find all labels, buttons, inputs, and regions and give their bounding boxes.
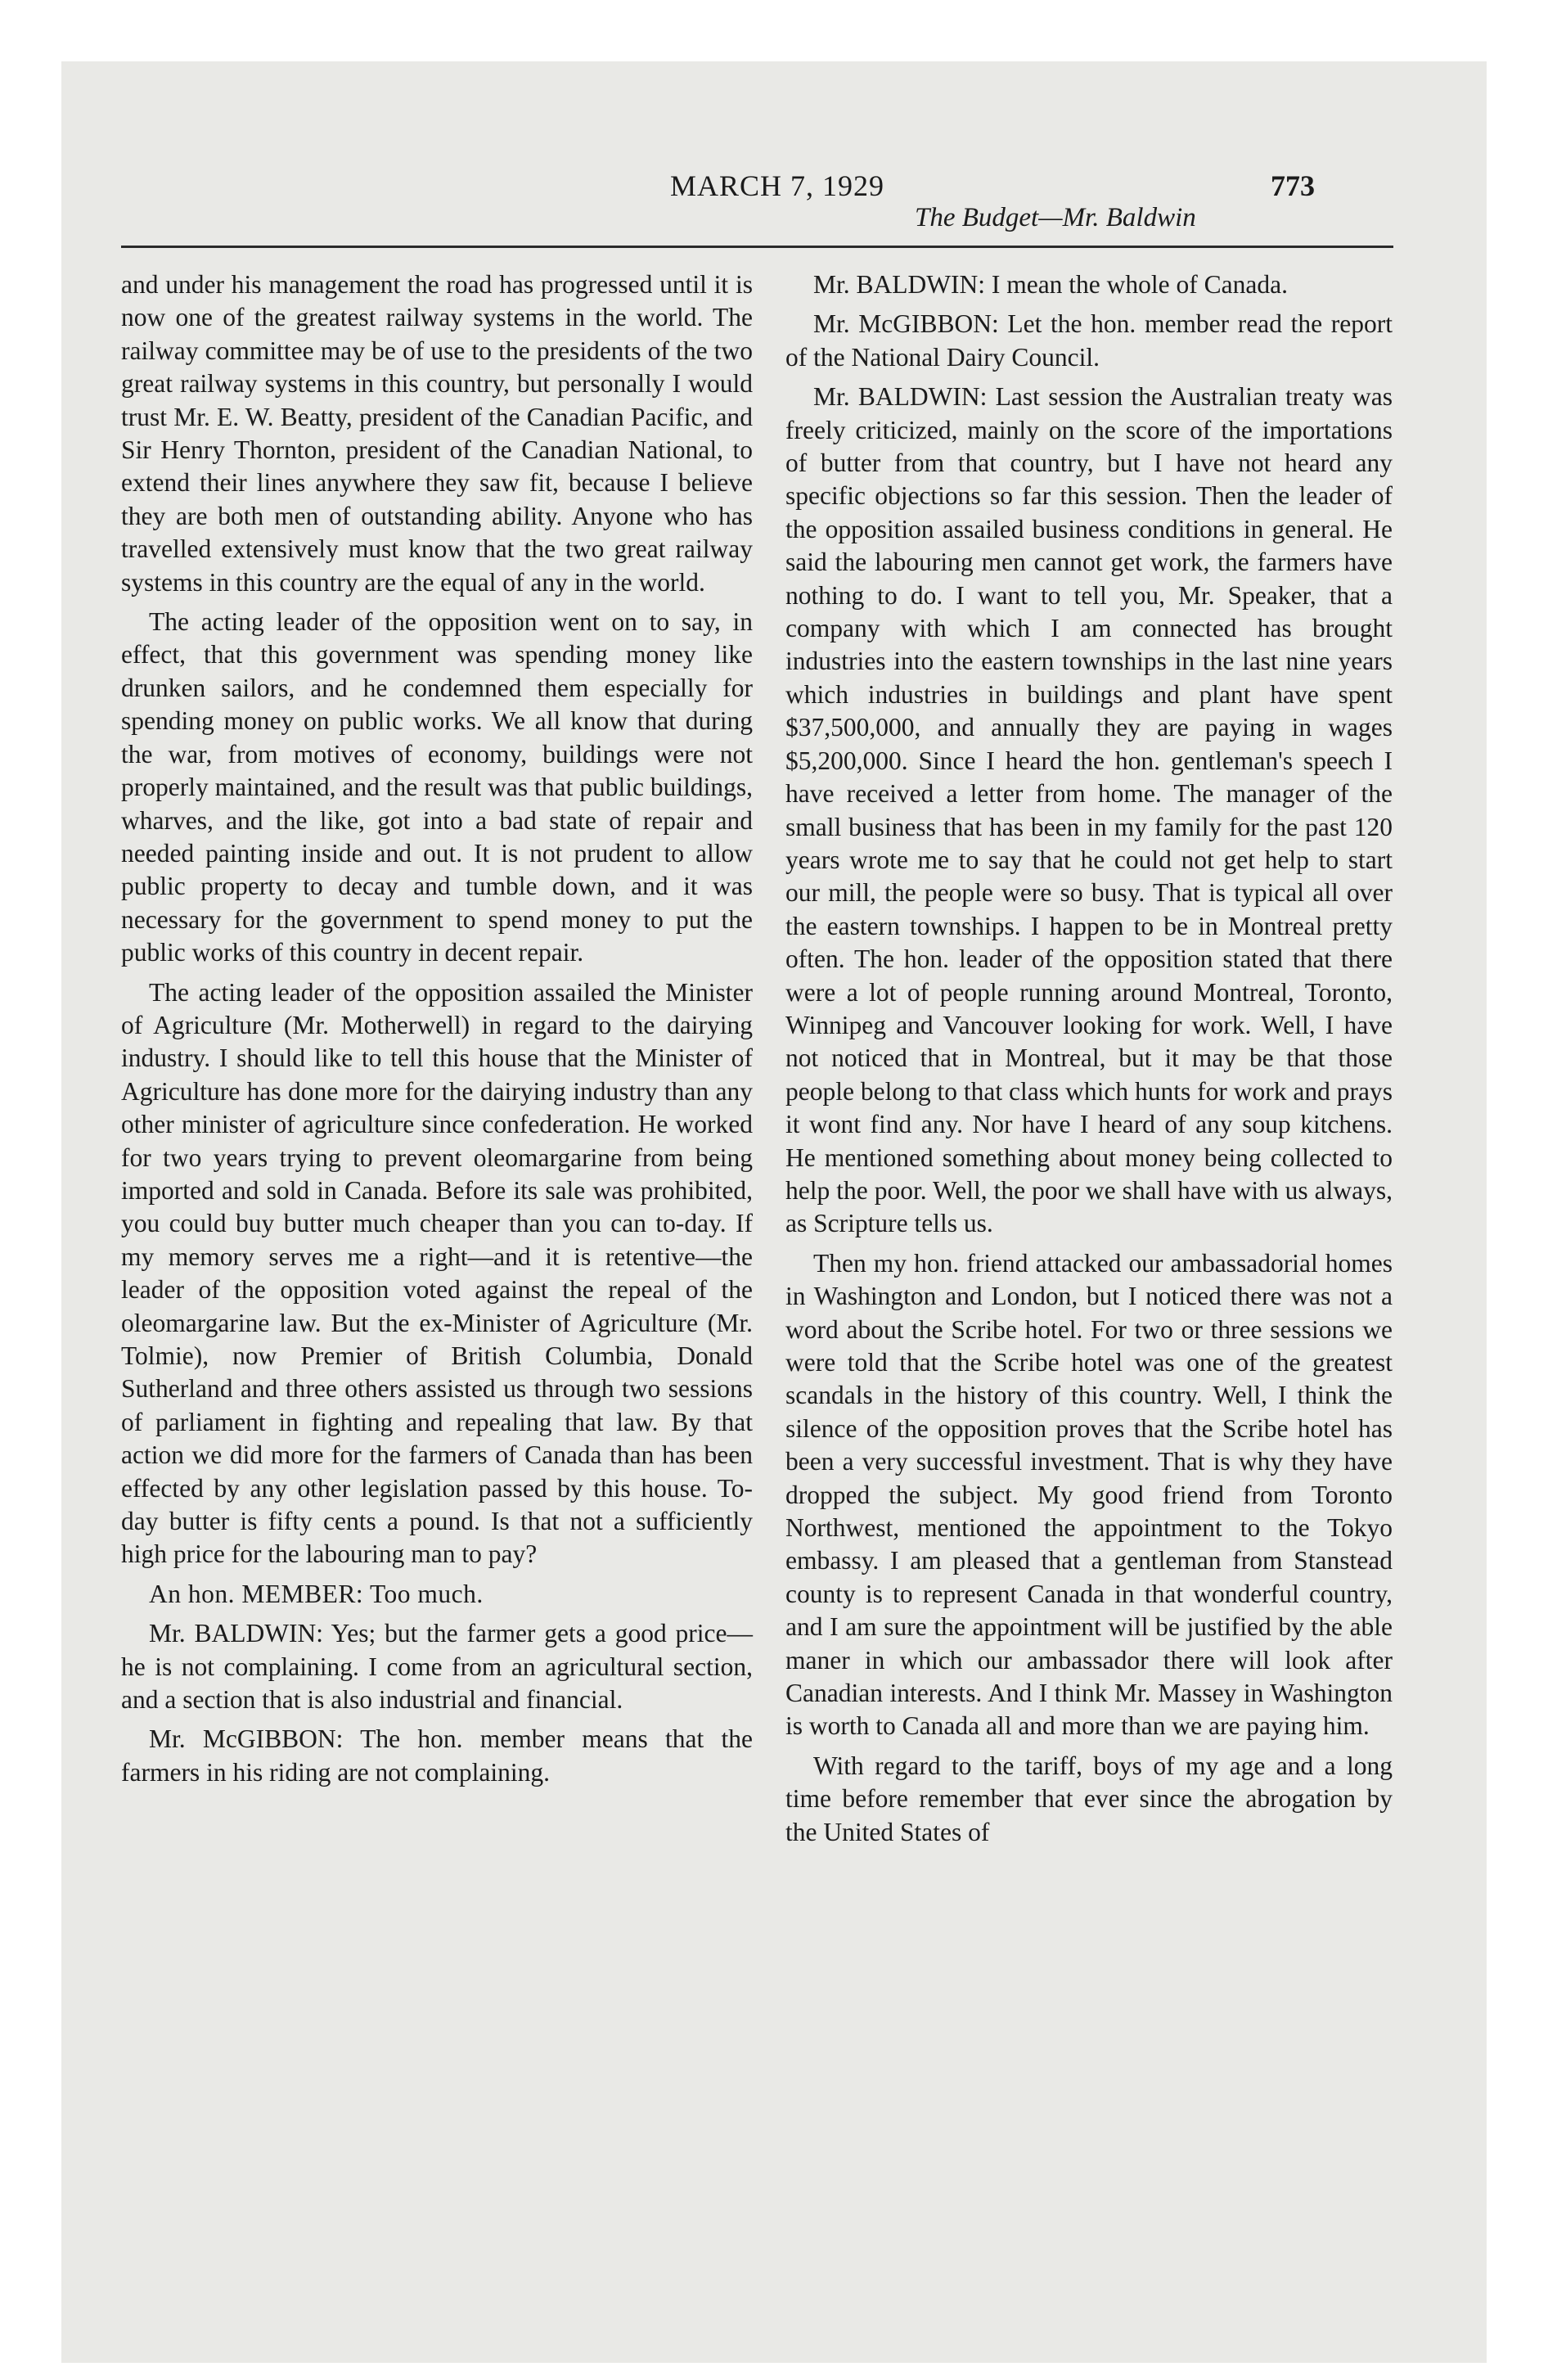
paragraph: Mr. McGIBBON: The hon. member means that the farmers in his riding are not complaining. — [121, 1724, 753, 1787]
header-rule — [121, 246, 1393, 248]
paragraph: and under his management the road has progressed until it is now one of the greatest railway systems in the world. The railway committee may be of use to the presidents of the two great railway systems in this country, but personally I would trust Mr. E. W. Beatty, president of the Canadian Pacific, and Sir Henry Thornton, president of the Canadian National, to extend their lines anywhere they saw fit, because I believe they are both men of outstanding ability. Anyone who has travelled extensively must know that the two great railway systems in this country are the equal of any in the world. — [121, 270, 753, 597]
paragraph: Then my hon. friend attacked our ambassadorial homes in Washington and London, but I noticed there was not a word about the Scribe hotel. For two or three sessions we were told that the Scribe hotel was one of the greatest scandals in the history of this country. Well, I think the silence of the opposition proves that the Scribe hotel has been a very successful investment. That is why they have dropped the subject. My good friend from Toronto Northwest, mentioned the appointment to the Tokyo embassy. I am pleased that a gentleman from Stanstead county is to represent Canada in that wonderful country, and I am sure the appointment will be justified by the able maner in which our ambassador there will look after Canadian interests. And I think Mr. Massey in Washington is worth to Canada all and more than we are paying him. — [785, 1248, 1393, 1741]
paragraph: Mr. McGIBBON: Let the hon. member read the report of the National Dairy Council. — [785, 309, 1393, 372]
header-date: MARCH 7, 1929 — [669, 169, 885, 202]
left-column — [121, 268, 753, 1796]
paragraph: Mr. BALDWIN: Last session the Australian treaty was freely criticized, mainly on the score of the importations of butter from that country, but I have not heard any specific objections so far this session. Then the leader of the opposition assailed business conditions in general. He said the labouring men cannot get work, the farmers have nothing to do. I want to tell you, Mr. Speaker, that a company with which I am connected has brought industries into the eastern townships in the last nine years which industries in buildings and plant have spent $37,500,000, and annually they are paying in wages $5,200,000. Since I heard the hon. gentleman's speech I have received a letter from home. The manager of the small business that has been in my family for the past 120 years wrote me to say that he could not get help to start our mill, the people were so busy. That is typical all over the eastern townships. I happen to be in Montreal pretty often. The hon. leader of the opposition stated that there were a lot of people running around Montreal, Toronto, Winnipeg and Vancouver looking for work. Well, I have not noticed that in Montreal, but it may be that those people belong to that class which hunts for work and prays it wont find any. Nor have I heard of any soup kitchens. He mentioned something about money being collected to help the poor. Well, the poor we shall have with us always, as Scripture tells us. — [785, 382, 1393, 1238]
paragraph: Mr. BALDWIN: Yes; but the farmer gets a good price—he is not complaining. I come from an agricultural section, and a section that is also industrial and financial. — [121, 1619, 753, 1715]
right-column — [785, 268, 1393, 1855]
paragraph: An hon. MEMBER: Too much. — [149, 1579, 484, 1608]
paragraph: The acting leader of the opposition went on to say, in effect, that this government was spending money like drunken sailors, and he condemned them especially for spending money on public works. We all know that during the war, from motives of economy, buildings were not properly maintained, and the result was that public buildings, wharves, and the like, got into a bad state of repair and needed painting inside and out. It is not prudent to allow public property to decay and tumble down, and it was necessary for the government to spend money to put the public works of this country in decent repair. — [121, 607, 753, 967]
running-title: The Budget—Mr. Baldwin — [915, 203, 1196, 232]
page-number: 773 — [1271, 169, 1315, 202]
paragraph: With regard to the tariff, boys of my age and a long time before remember that ever since the abrogation by the United States of — [785, 1751, 1393, 1846]
paragraph: Mr. BALDWIN: I mean the whole of Canada. — [813, 270, 1288, 299]
paragraph: The acting leader of the opposition assailed the Minister of Agriculture (Mr. Motherwell) in regard to the dairying industry. I should like to tell this house that the Minister of Agriculture has done more for the dairying industry than any other minister of agriculture since confederation. He worked for two years trying to prevent oleomargarine from being imported and sold in Canada. Before its sale was prohibited, you could buy butter much cheaper than you can to-day. If my memory serves me a right—and it is retentive—the leader of the opposition voted against the repeal of the oleomargarine law. But the ex-Minister of Agriculture (Mr. Tolmie), now Premier of British Columbia, Donald Sutherland and three others assisted us through two sessions of parliament in fighting and repealing that law. By that action we did more for the farmers of Canada than has been effected by any other legislation passed by this house. To-day butter is fifty cents a pound. Is that not a sufficiently high price for the labouring man to pay? — [121, 977, 753, 1569]
